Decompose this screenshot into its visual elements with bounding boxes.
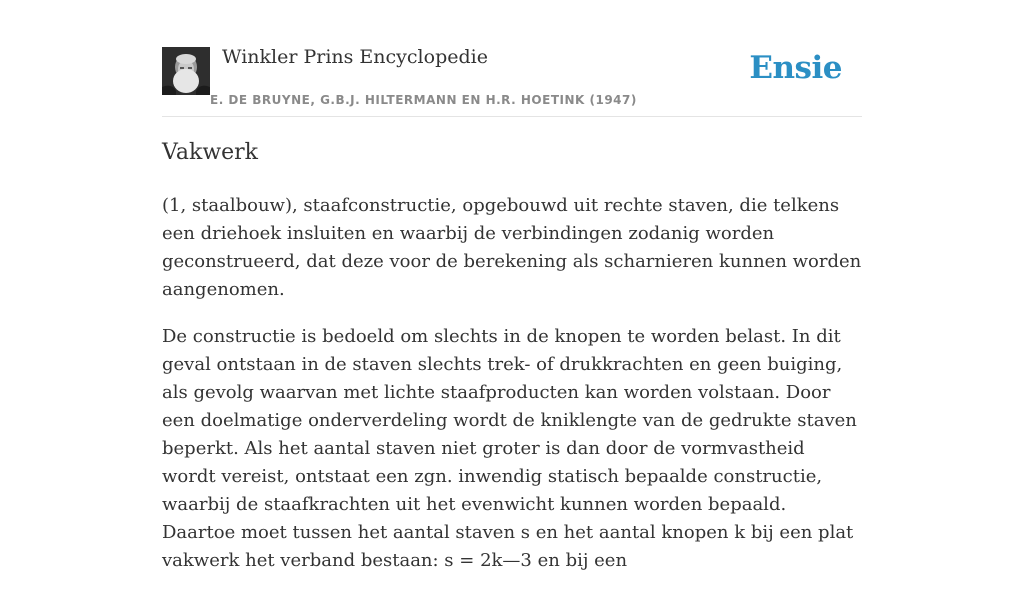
paragraph: (1, staalbouw), staafconstructie, opgebouwd uit rechte staven, die telkens een driehoek insluiten en waarbij de verbindingen zodanig worden geconstrueerd, dat deze voor de berekening als scharnieren kunnen worden aangenomen. xyxy=(162,195,862,300)
author-avatar[interactable] xyxy=(162,47,210,95)
page xyxy=(162,0,862,571)
encyclopedia-title-link[interactable]: Winkler Prins Encyclopedie xyxy=(222,46,488,68)
authors-line: E. DE BRUYNE, G.B.J. HILTERMANN EN H.R. HOETINK (1947) xyxy=(210,93,637,107)
article-body xyxy=(162,192,862,594)
portrait-icon xyxy=(162,47,210,95)
brand-logo-link[interactable]: Ensie xyxy=(749,50,842,86)
header xyxy=(162,0,862,117)
paragraph: De constructie is bedoeld om slechts in de knopen te worden belast. In dit geval ontstaan in de staven slechts trek- of drukkrachten en geen buiging, als gevolg waarvan met lichte staafproducten kan worden volstaan. Door een doelmatige onderverdeling wordt de kniklengte van de gedrukte staven beperkt. Als het aantal staven niet groter is dan door de vormvastheid wordt vereist, ontstaat een zgn. inwendig statisch bepaalde constructie, waarbij de staafkrachten uit het evenwicht kunnen worden bepaald. Daartoe moet tussen het aantal staven s en het aantal knopen k bij een plat vakwerk het verband bestaan: s = 2k—3 en bij een xyxy=(162,326,857,571)
article-title: Vakwerk xyxy=(162,140,259,165)
